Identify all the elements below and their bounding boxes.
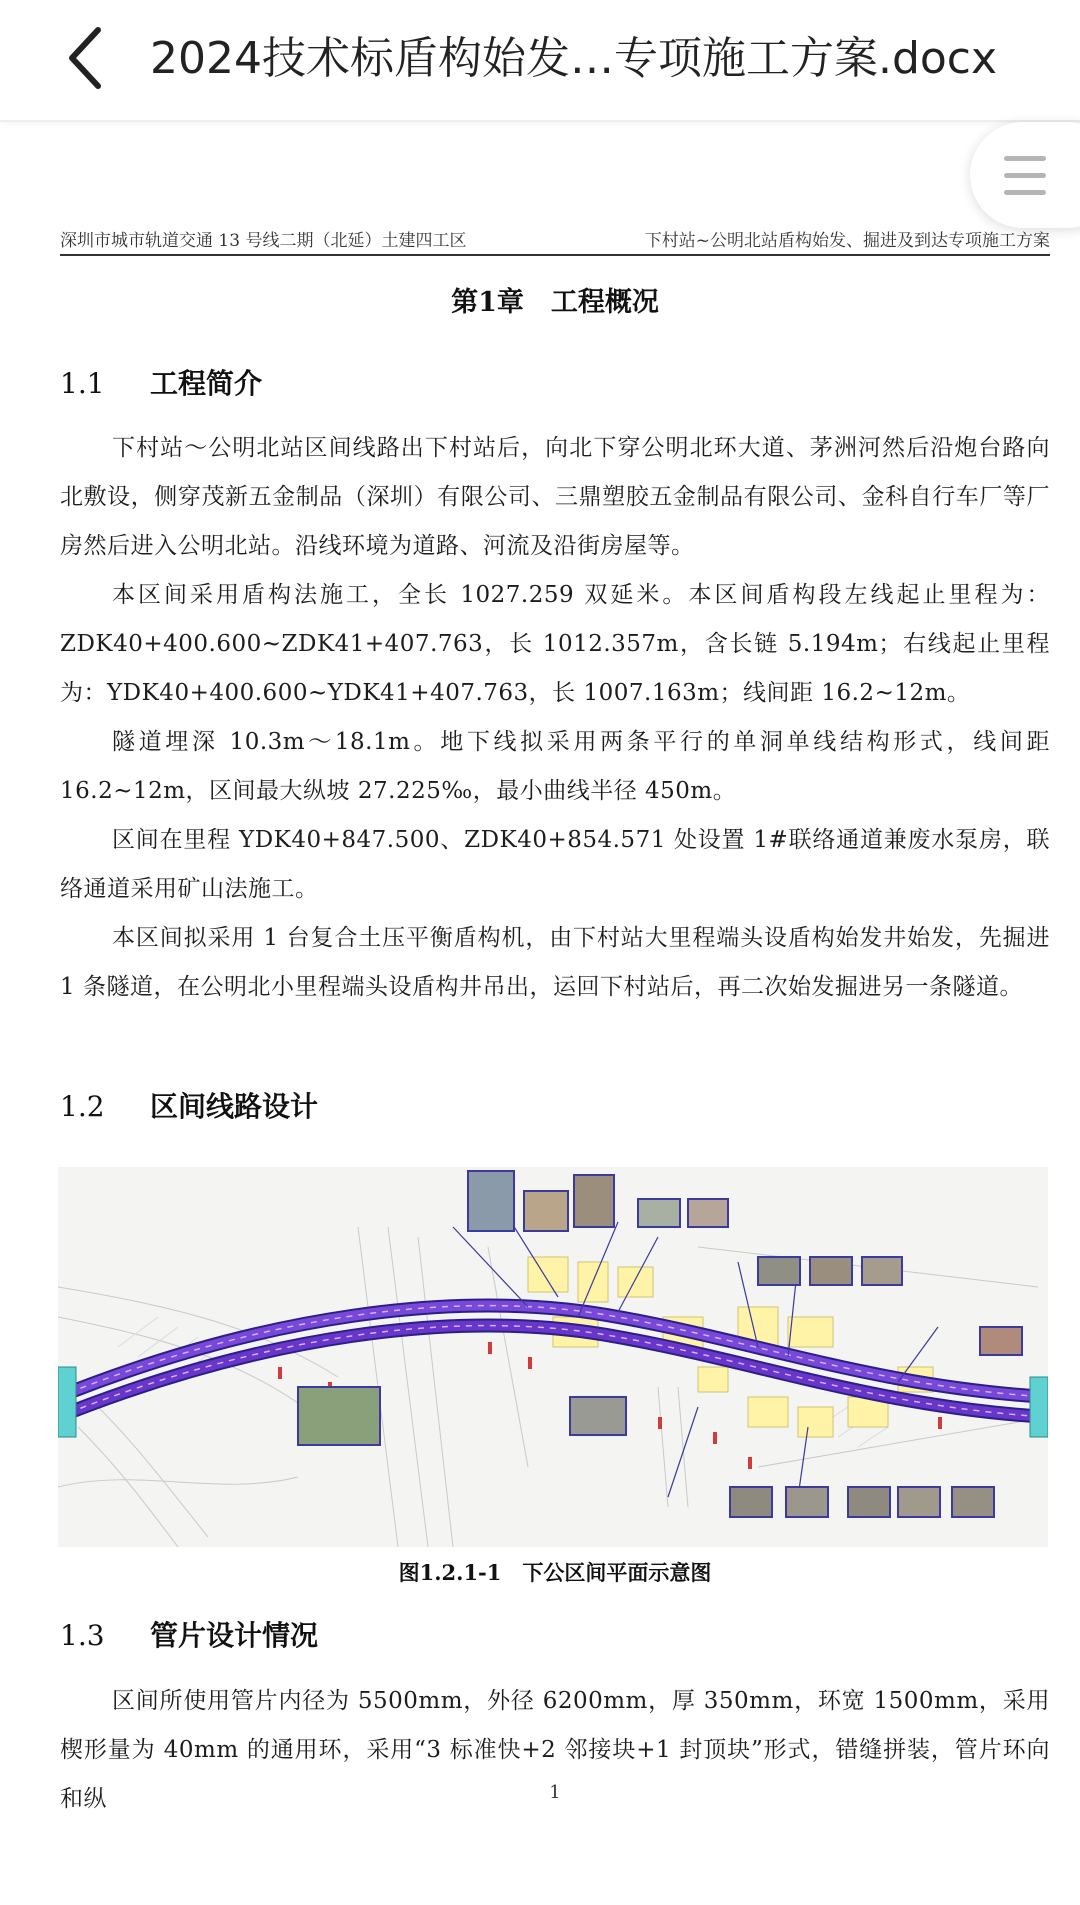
section-number: 1.1 [60, 367, 105, 400]
paragraph: 区间所使用管片内径为 5500mm，外径 6200mm，厚 350mm，环宽 1500mm，采用楔形量为 40mm 的通用环，采用“3 标准快+2 邻接块+1 封顶块”形式，错缝拼装，管片环向和纵 [60, 1688, 1050, 1812]
section-heading-1-2 [60, 1085, 318, 1125]
site-photo [298, 1387, 380, 1445]
section-heading-1-3 [60, 1614, 318, 1654]
back-button[interactable] [58, 22, 118, 94]
section-1-1-body [60, 424, 1050, 1012]
document-title: 2024技术标盾构始发…专项施工方案.docx [150, 33, 998, 84]
section-number: 1.3 [60, 1619, 105, 1652]
paragraph: 区间在里程 YDK40+847.500、ZDK40+854.571 处设置 1#联络通道兼废水泵房，联络通道采用矿山法施工。 [60, 827, 1050, 902]
section-number: 1.2 [60, 1090, 105, 1123]
section-title: 区间线路设计 [150, 1090, 319, 1123]
site-photo [730, 1487, 772, 1517]
chevron-left-icon [58, 22, 118, 94]
alignment-plan-figure [58, 1167, 1048, 1547]
section-title: 工程简介 [150, 367, 263, 400]
site-photo [570, 1397, 626, 1435]
page-number: 1 [549, 1782, 561, 1803]
document-page [0, 122, 1080, 1905]
paragraph: 本区间采用盾构法施工，全长 1027.259 双延米。本区间盾构段左线起止里程为：ZDK40+400.600~ZDK41+407.763，长 1012.357m，含长链 5.194m；右线起止里程为：YDK40+400.600~YDK41+407.763，长 1007.163m；线间距 16.2~12m。 [60, 582, 1050, 706]
end-station-shaft [1030, 1377, 1048, 1437]
chapter-title: 第1章 工程概况 [451, 287, 659, 318]
site-photo [524, 1191, 568, 1231]
figure-caption: 图1.2.1-1 下公区间平面示意图 [398, 1560, 712, 1585]
site-photo [786, 1487, 828, 1517]
site-photo [574, 1175, 614, 1227]
section-title: 管片设计情况 [150, 1619, 319, 1652]
site-photo [468, 1171, 514, 1231]
site-photo [688, 1199, 728, 1227]
site-photo [952, 1487, 994, 1517]
site-photo [898, 1487, 940, 1517]
paragraph: 下村站～公明北站区间线路出下村站后，向北下穿公明北环大道、茅洲河然后沿炮台路向北敷设，侧穿茂新五金制品（深圳）有限公司、三鼎塑胶五金制品有限公司、金科自行车厂等厂房然后进入公明北站。沿线环境为道路、河流及沿街房屋等。 [60, 435, 1050, 559]
running-header [60, 224, 1050, 256]
site-photo [758, 1257, 800, 1285]
paragraph: 本区间拟采用 1 台复合土压平衡盾构机，由下村站大里程端头设盾构始发井始发，先掘进 1 条隧道，在公明北小里程端头设盾构井吊出，运回下村站后，再二次始发掘进另一条隧道。 [60, 925, 1050, 1000]
site-photo [862, 1257, 902, 1285]
site-photo [980, 1327, 1022, 1355]
running-header-left: 深圳市城市轨道交通 13 号线二期（北延）土建四工区 [60, 231, 467, 251]
alignment-plan-drawing [58, 1167, 1048, 1547]
running-header-right: 下村站~公明北站盾构始发、掘进及到达专项施工方案 [644, 231, 1050, 251]
start-station-shaft [58, 1367, 76, 1437]
paragraph: 隧道埋深 10.3m～18.1m。地下线拟采用两条平行的单洞单线结构形式，线间距 16.2~12m，区间最大纵坡 27.225‰，最小曲线半径 450m。 [60, 729, 1050, 804]
site-photo [848, 1487, 890, 1517]
app-bar [0, 0, 1080, 122]
site-photo [810, 1257, 852, 1285]
site-photo [638, 1199, 680, 1227]
section-heading-1-1 [60, 362, 262, 402]
